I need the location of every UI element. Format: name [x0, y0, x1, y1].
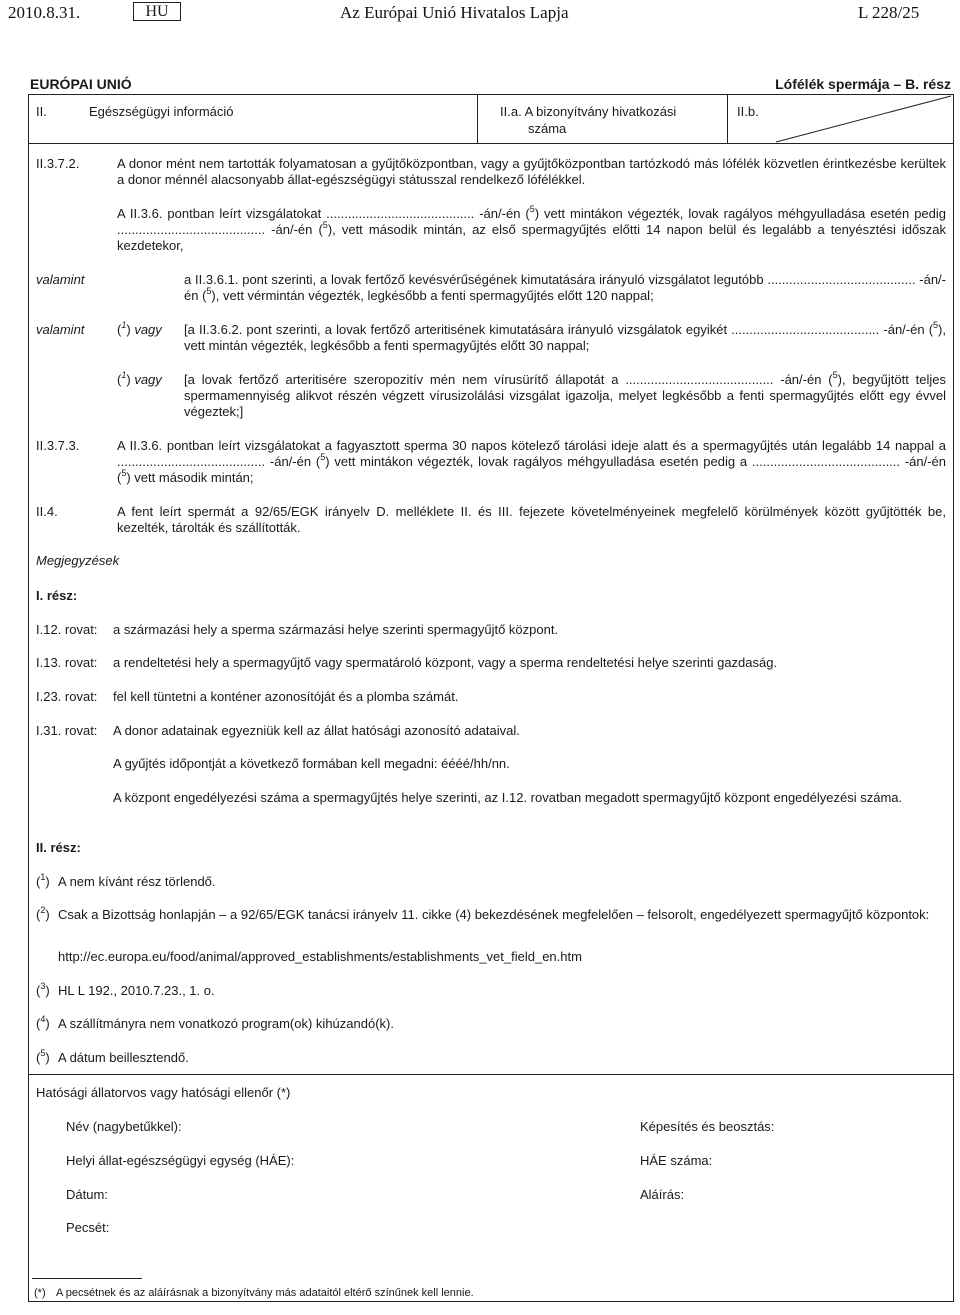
box-label: I.13. rovat: [36, 655, 98, 670]
paragraph: A II.3.6. pontban leírt vizsgálatokat a fagyasztott sperma 30 napos kötelező tárolási ideje alatt és a spermagyűjtés után legalább 14 nappal a ......................................... -án/-én ($^5$) vett mintákon végezték, lovak ragályos méhgyulladása esetén pedig a ......................................... -án/-én ($^5$) vett második mintán; [117, 438, 947, 485]
signature-divider [28, 1074, 953, 1075]
eu-label: EURÓPAI UNIÓ [30, 76, 132, 92]
valamint-label: valamint [36, 272, 85, 287]
diagonal-line [728, 94, 952, 144]
paragraph: [a lovak fertőző arteritisére szeropozitív mén nem vírusürítő állapotát a ......................................... -án/-én ($^5$), begyűjtött teljes spermamennyiség alikvot részén végzett vírusizolálási vizsgálat igazolja, melyet legkésőbb a fenti spermagyűjtés előtt egy évvel végeztek;] [184, 369, 946, 419]
note-text: A donor adatainak egyezniük kell az állat hatósági azonosító adataival. [113, 723, 520, 738]
footnote-text: A nem kívánt rész törlendő. [58, 874, 216, 889]
footer-marker: (*) [34, 1287, 46, 1299]
note-text: a rendeltetési hely a spermagyűjtő vagy spermatároló központ, vagy a sperma rendeltetési helye szerinti gazdaság. [113, 655, 778, 670]
note-text: fel kell tüntetni a konténer azonosítóját és a plomba számát. [113, 689, 459, 704]
publication-date: 2010.8.31. [8, 3, 81, 22]
stamp-field-label: Pecsét: [66, 1220, 110, 1235]
certificate-title: Lófélék spermája – B. rész [775, 76, 951, 92]
option-label: ($^1$) vagy [117, 369, 162, 387]
unit-number-field-label: HÁE száma: [640, 1153, 713, 1168]
paragraph: A fent leírt spermát a 92/65/EGK irányelv D. melléklete II. és III. fejezete követelményeinek megfelelő körülmények között gyűjtötték be, kezelték, tárolták és szállították. [117, 504, 946, 535]
footnote-marker: ($^1$) [36, 871, 50, 889]
box-label: I.23. rovat: [36, 689, 98, 704]
ref-b-label: II.b. [737, 104, 759, 119]
name-field-label: Név (nagybetűkkel): [66, 1119, 182, 1134]
footnote-text: A dátum beillesztendő. [58, 1050, 189, 1065]
footnote-text: A szállítmányra nem vonatkozó program(ok) kihúzandó(k). [58, 1016, 394, 1031]
paragraph: A donor mént nem tartották folyamatosan a gyűjtőközpontban, vagy a gyűjtőközpontban tartózkodó más lófélék közvetlen érintkezésbe kerültek a donor ménnél alacsonyabb állat-egészségügyi státusszal rendelkező lófélékkel. [117, 156, 946, 187]
valamint-label: valamint [36, 322, 85, 337]
footer-note: A pecsétnek és az aláírásnak a bizonyítvány más adataitól eltérő színűnek kell lennie. [56, 1287, 474, 1299]
footnote-marker: ($^5$) [36, 1047, 50, 1065]
item-number: II.3.7.2. [36, 156, 80, 171]
footnote-text: HL L 192., 2010.7.23., 1. o. [58, 983, 215, 998]
page-number: L 228/25 [858, 3, 920, 22]
language-code: HU [133, 2, 181, 21]
reference-label: II.a. A bizonyítvány hivatkozási [500, 104, 677, 119]
note-text: a származási hely a sperma származási helye szerinti spermagyűjtő központ. [113, 622, 559, 637]
part-label: II. rész: [36, 840, 81, 855]
unit-field-label: Helyi állat-egészségügyi egység (HÁE): [66, 1153, 295, 1168]
reference-label-2: száma [528, 121, 567, 136]
section-title: Egészségügyi információ [89, 104, 234, 119]
footnote-marker: ($^4$) [36, 1013, 50, 1031]
option-label: ($^1$) vagy [117, 319, 162, 337]
box-label: I.31. rovat: [36, 723, 98, 738]
paragraph: A II.3.6. pontban leírt vizsgálatokat ......................................... -án/-én ($^5$) vett mintákon végezték, lovak ragályos méhgyulladása esetén pedig ......................................... -án/-én ($^5$), vett második mintán, az első spermagyűjtés előtti 14 napon belül és legalább a tenyésztési időszak kezdetekor, [117, 203, 947, 253]
notes-title: Megjegyzések [36, 553, 120, 568]
journal-title: Az Európai Unió Hivatalos Lapja [340, 3, 569, 22]
footnote-marker: ($^2$) [36, 904, 50, 922]
section-number: II. [36, 104, 47, 119]
approved-centres-link[interactable]: http://ec.europa.eu/food/animal/approved_establishments/establishments_vet_field_en.htm [58, 949, 582, 964]
signature-field-label: Aláírás: [640, 1187, 685, 1202]
footnote-text: Csak a Bizottság honlapján – a 92/65/EGK tanácsi irányelv 11. cikke (4) bekezdésének megfelelően – felsorolt, engedélyezett spermagyűjtő központok: [58, 907, 930, 922]
paragraph: a II.3.6.1. pont szerinti, a lovak fertőző kevésvérűségének kimutatására irányuló vizsgálatot legutóbb ......................................... -án/-én ($^5$), vett vérmintán végezték, legkésőbb a fenti spermagyűjtés előtt 120 nappal; [184, 272, 946, 303]
footnote-rule [32, 1278, 142, 1279]
header-col-divider [477, 94, 478, 143]
footnote-marker: ($^3$) [36, 980, 50, 998]
date-field-label: Dátum: [66, 1187, 108, 1202]
part-label: I. rész: [36, 588, 78, 603]
note-text: A központ engedélyezési száma a spermagyűjtés helye szerinti, az I.12. rovatban megadott spermagyűjtő központ engedélyezési száma. [113, 790, 903, 805]
note-text: A gyűjtés időpontját a következő formában kell megadni: éééé/hh/nn. [113, 756, 510, 771]
signature-title: Hatósági állatorvos vagy hatósági ellenőr (*) [36, 1085, 291, 1100]
box-label: I.12. rovat: [36, 622, 98, 637]
paragraph: [a II.3.6.2. pont szerinti, a lovak fertőző arteritisének kimutatására irányuló vizsgálatok egyikét ......................................... -án/-én ($^5$), vett mintán végezték, legkésőbb a fenti spermagyűjtés előtt 30 nappal; [184, 319, 946, 353]
item-number: II.4. [36, 504, 58, 519]
item-number: II.3.7.3. [36, 438, 80, 453]
qualification-field-label: Képesítés és beosztás: [640, 1119, 775, 1134]
